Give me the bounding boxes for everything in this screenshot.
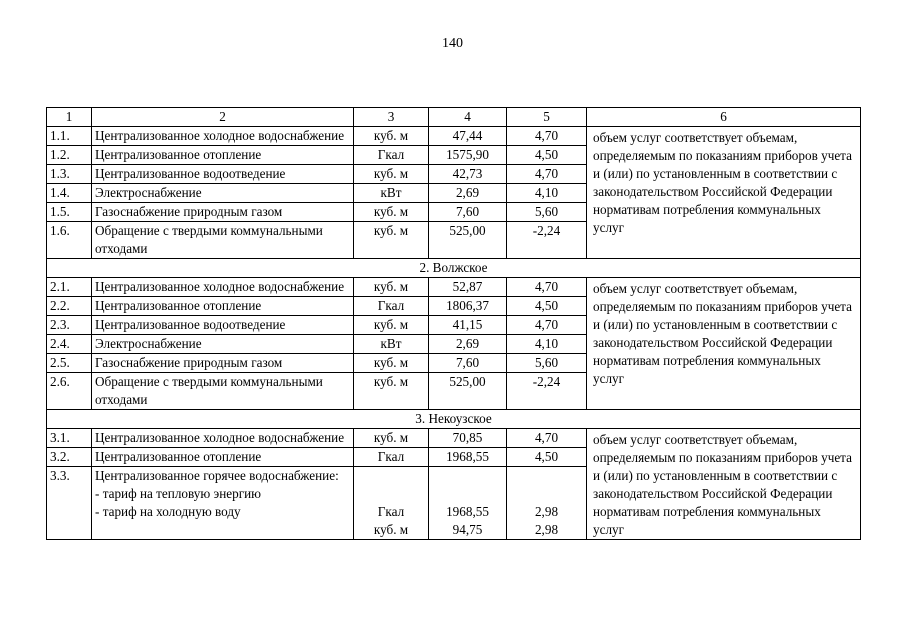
service-name: Централизованное водоотведение [92,165,354,184]
header-cell: 2 [92,108,354,127]
value-col5: 4,50 [507,448,587,467]
value-col4 [429,467,507,540]
value-col4: 41,15 [429,316,507,335]
header-cell: 1 [47,108,92,127]
unit: Гкал [354,146,429,165]
unit: куб. м [354,373,429,410]
row-number: 2.5. [47,354,92,373]
row-number: 2.3. [47,316,92,335]
value-col5: 5,60 [507,354,587,373]
header-row [47,108,861,127]
service-name: Централизованное холодное водоснабжение [92,127,354,146]
service-name: Газоснабжение природным газом [92,203,354,222]
value-col4: 1806,37 [429,297,507,316]
row-number: 2.1. [47,278,92,297]
value-col5: 4,50 [507,146,587,165]
value-col5: 4,50 [507,297,587,316]
value-col5-heat: 2,98 [534,504,559,519]
service-name: Централизованное холодное водоснабжение [92,278,354,297]
table-row [47,278,861,297]
service-name-main: Централизованное горячее водоснабжение: [95,468,339,483]
service-name: Электроснабжение [92,184,354,203]
value-col4: 1575,90 [429,146,507,165]
notes-cell: объем услуг соответствует объемам, определяемым по показаниям приборов учета и (или) по установленным в соответствии с законодательством Российской Федерации нормативам потребления коммунальных услуг [587,429,861,540]
value-col4: 7,60 [429,203,507,222]
service-name: Обращение с твердыми коммунальными отходами [92,222,354,259]
service-name: Централизованное водоотведение [92,316,354,335]
unit: куб. м [354,429,429,448]
value-col4: 70,85 [429,429,507,448]
row-number: 1.1. [47,127,92,146]
page-number: 140 [442,36,463,51]
header-cell: 3 [354,108,429,127]
row-number: 1.6. [47,222,92,259]
service-name: Электроснабжение [92,335,354,354]
unit: куб. м [354,203,429,222]
header-cell: 5 [507,108,587,127]
table-row [47,127,861,146]
value-col5: 5,60 [507,203,587,222]
row-number: 1.3. [47,165,92,184]
service-name [92,467,354,540]
group-header-row [47,259,861,278]
value-col5: 4,10 [507,184,587,203]
value-col4-heat: 1968,55 [446,504,489,519]
row-number: 3.3. [47,467,92,540]
notes-cell: объем услуг соответствует объемам, определяемым по показаниям приборов учета и (или) по установленным в соответствии с законодательством Российской Федерации нормативам потребления коммунальных услуг [587,127,861,259]
value-col4: 1968,55 [429,448,507,467]
unit: Гкал [354,448,429,467]
header-cell: 4 [429,108,507,127]
row-number: 3.2. [47,448,92,467]
service-name: Централизованное отопление [92,297,354,316]
group-header-row [47,410,861,429]
value-col5: -2,24 [507,222,587,259]
unit: кВт [354,184,429,203]
value-col5: 4,70 [507,429,587,448]
group-title: 2. Волжское [47,259,861,278]
row-number: 2.4. [47,335,92,354]
unit-heat: Гкал [377,504,405,519]
tariff-table [46,107,861,540]
unit: кВт [354,335,429,354]
row-number: 2.2. [47,297,92,316]
value-col4: 525,00 [429,222,507,259]
service-name: Централизованное холодное водоснабжение [92,429,354,448]
unit: куб. м [354,165,429,184]
row-number: 3.1. [47,429,92,448]
value-col4: 47,44 [429,127,507,146]
unit: куб. м [354,278,429,297]
value-col5: 4,70 [507,127,587,146]
value-col5: 4,70 [507,316,587,335]
value-col4: 42,73 [429,165,507,184]
value-col5: 4,10 [507,335,587,354]
value-col5: 4,70 [507,278,587,297]
value-col4: 2,69 [429,184,507,203]
sub-item-heat: - тариф на тепловую энергию [95,486,262,501]
sub-item-cold-water: - тариф на холодную воду [95,504,241,519]
unit: куб. м [354,222,429,259]
row-number: 1.4. [47,184,92,203]
service-name: Газоснабжение природным газом [92,354,354,373]
value-col4: 525,00 [429,373,507,410]
unit: куб. м [354,127,429,146]
unit: куб. м [354,354,429,373]
unit: куб. м [354,316,429,335]
value-col5-cold-water: 2,98 [534,522,559,537]
header-cell: 6 [587,108,861,127]
row-number: 1.5. [47,203,92,222]
value-col4: 52,87 [429,278,507,297]
unit: Гкал [354,297,429,316]
unit-cold-water: куб. м [373,522,409,537]
group-title: 3. Некоузское [47,410,861,429]
row-number: 1.2. [47,146,92,165]
service-name: Обращение с твердыми коммунальными отходами [92,373,354,410]
row-number: 2.6. [47,373,92,410]
value-col5: -2,24 [507,373,587,410]
value-col4-cold-water: 94,75 [452,522,483,537]
service-name: Централизованное отопление [92,146,354,165]
service-name: Централизованное отопление [92,448,354,467]
value-col5: 4,70 [507,165,587,184]
table-row [47,429,861,448]
unit [354,467,429,540]
value-col4: 2,69 [429,335,507,354]
notes-cell: объем услуг соответствует объемам, определяемым по показаниям приборов учета и (или) по установленным в соответствии с законодательством Российской Федерации нормативам потребления коммунальных услуг [587,278,861,410]
value-col4: 7,60 [429,354,507,373]
value-col5 [507,467,587,540]
